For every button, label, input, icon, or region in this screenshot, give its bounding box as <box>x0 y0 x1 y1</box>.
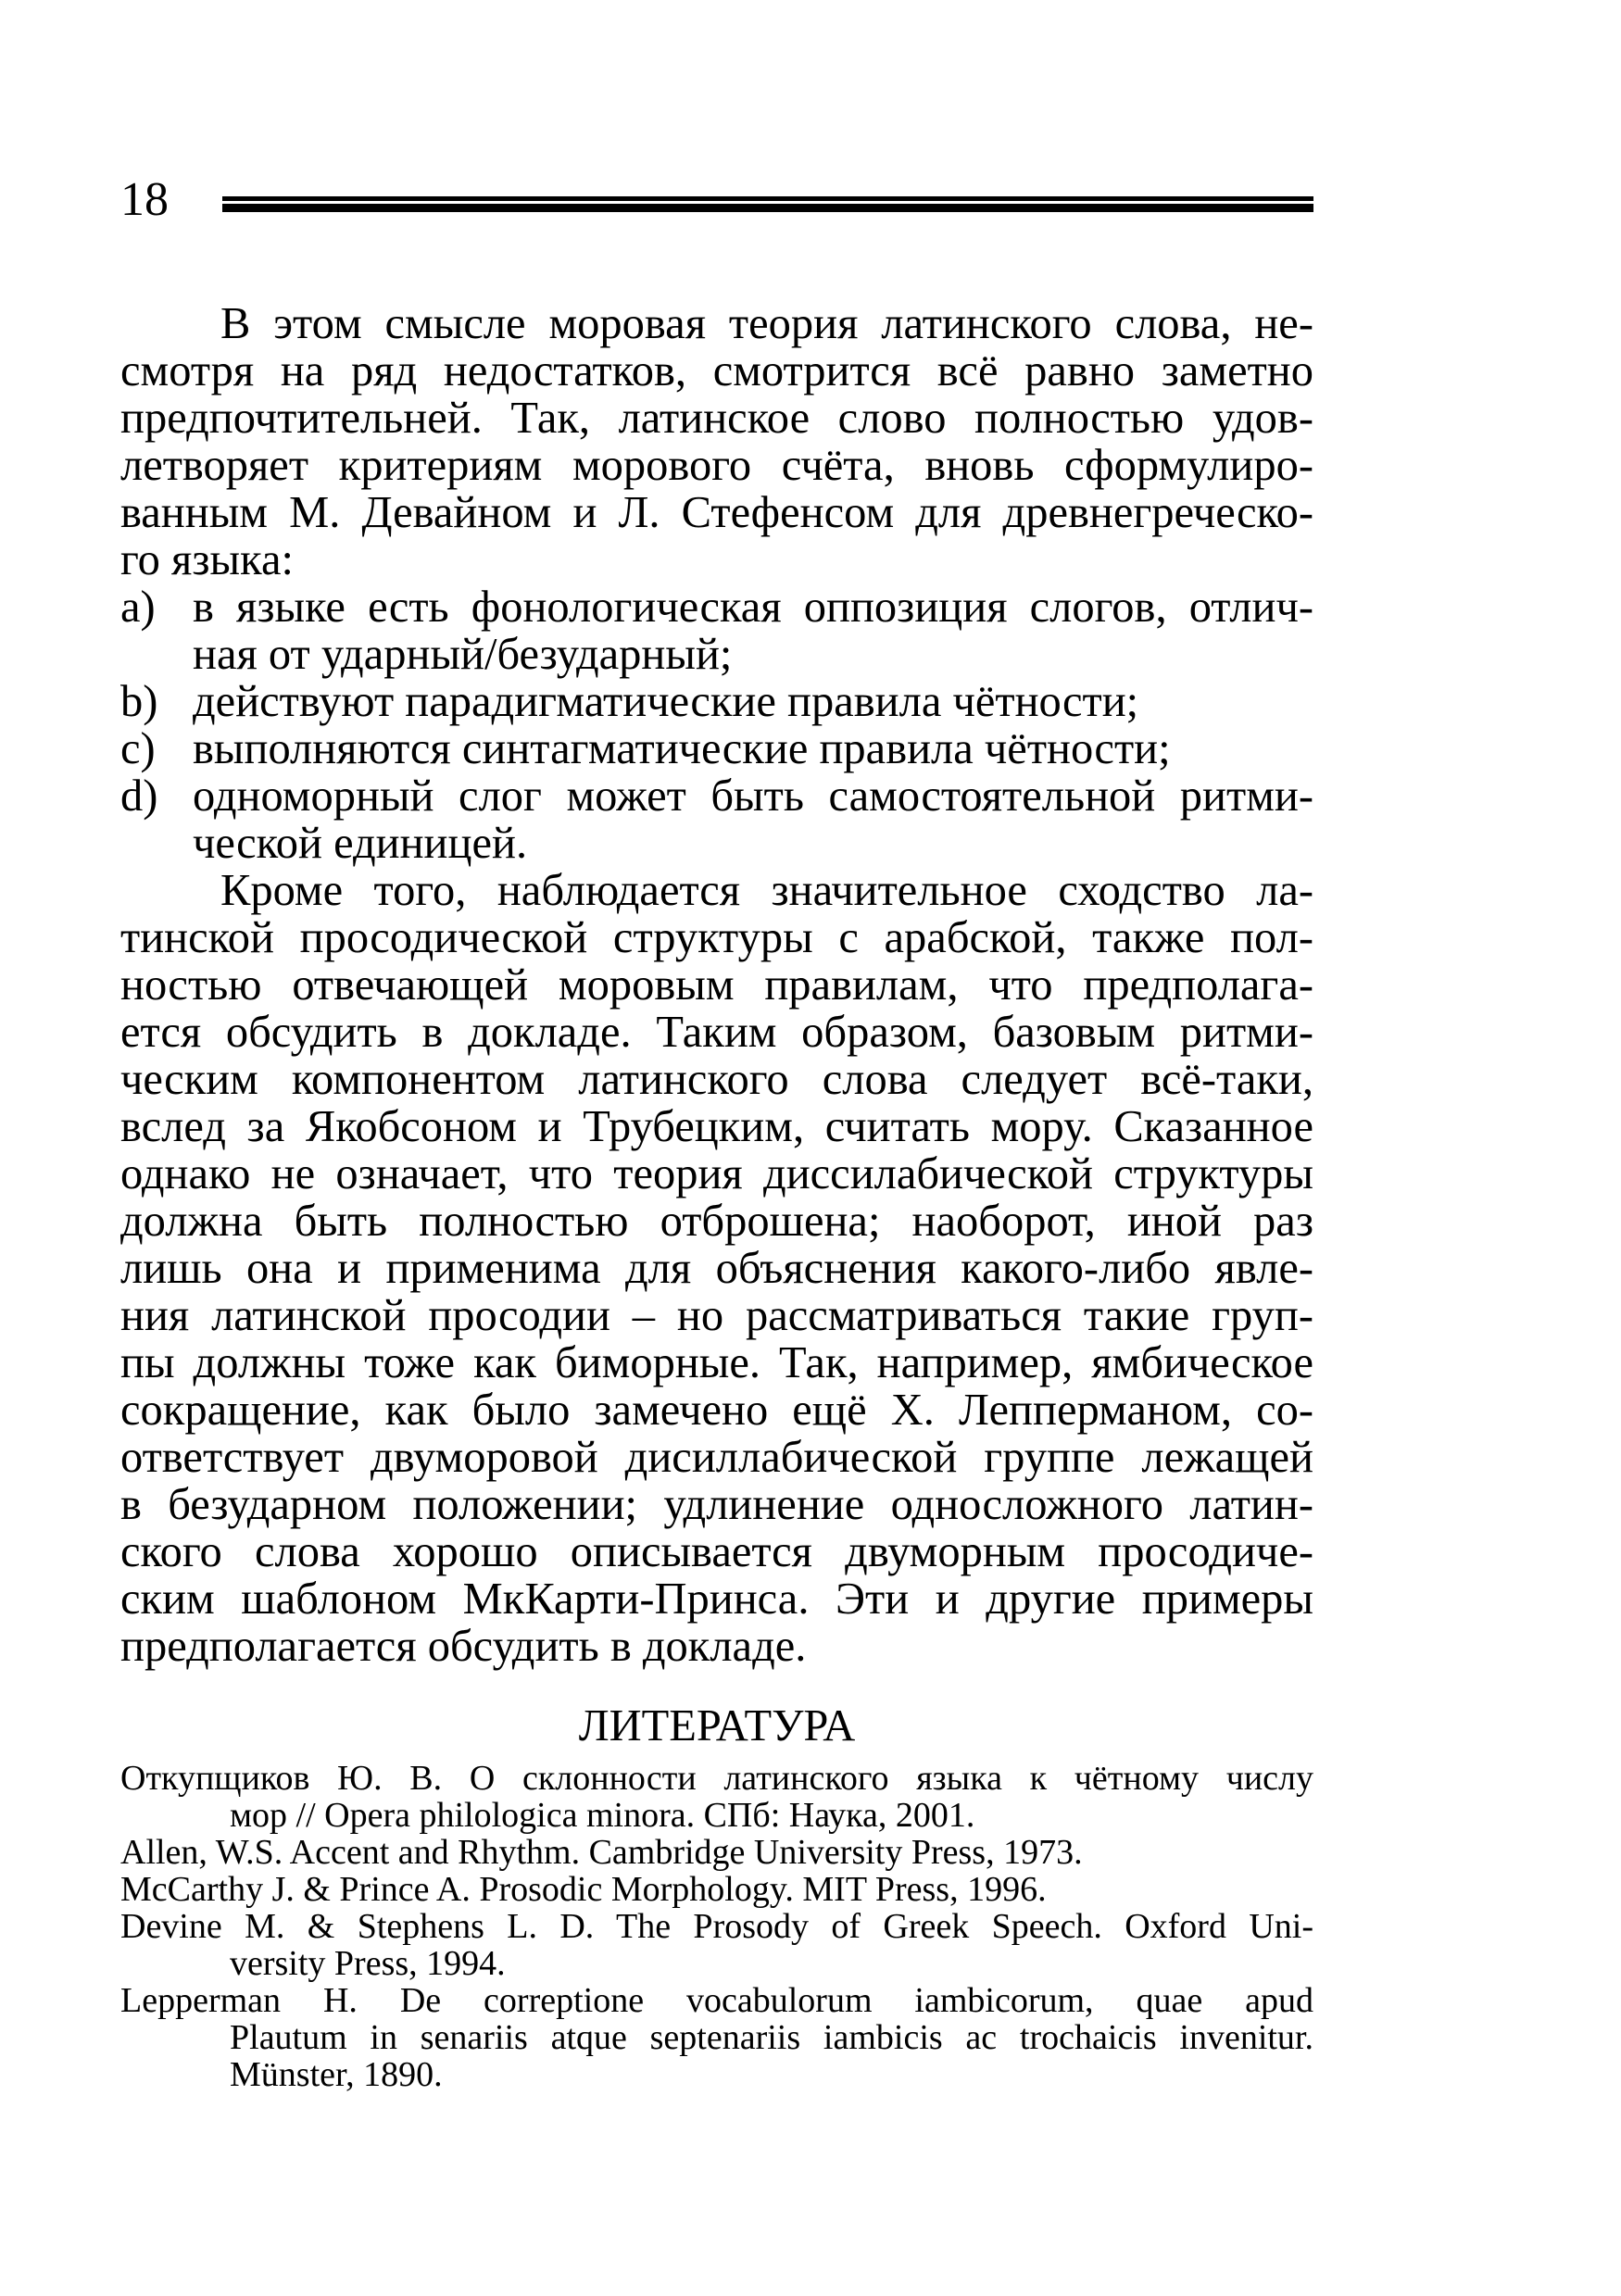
list-marker: b) <box>120 677 158 726</box>
reference-item <box>120 1760 1313 1834</box>
paragraph-line: ния латинской просодии – но рассматриваться такие груп- <box>120 1291 1313 1340</box>
paragraph-line: ского слова хорошо описывается двуморным просодиче- <box>120 1527 1313 1576</box>
header-rule-thin <box>222 196 1313 201</box>
reference-line: Откупщиков Ю. В. О склонности латинского языка к чётному числу <box>120 1759 1313 1798</box>
reference-line: Lepperman H. De correptione vocabulorum iambicorum, quae apud <box>120 1981 1313 2020</box>
paragraph-line: ванным М. Девайном и Л. Стефенсом для древнегреческо- <box>120 488 1313 537</box>
paragraph-line: Кроме того, наблюдается значительное сходство ла- <box>220 866 1313 915</box>
list-item <box>120 583 1313 678</box>
paragraph-line: предполагается обсудить в докладе. <box>120 1622 807 1671</box>
literature-heading: ЛИТЕРАТУРА <box>578 1701 856 1750</box>
list-item-line: в языке есть фонологическая оппозиция слогов, отлич- <box>193 583 1313 632</box>
paragraph-line: в безударном положении; удлинение односложного латин- <box>120 1480 1313 1529</box>
paragraph-line: должна быть полностью отброшена; наоборот, иной раз <box>120 1197 1313 1246</box>
list-item <box>120 772 1313 867</box>
reference-item <box>120 1834 1313 1871</box>
list-item-line: одноморный слог может быть самостоятельной ритми- <box>193 772 1313 821</box>
list-item <box>120 678 1313 725</box>
reference-line: versity Press, 1994. <box>230 1944 506 1983</box>
list-item-line: действуют парадигматические правила чётности; <box>193 677 1139 726</box>
list-item-line: ная от ударный/безударный; <box>193 630 733 679</box>
paragraph-line: ческим компонентом латинского слова следует всё-таки, <box>120 1055 1313 1104</box>
reference-list <box>120 1760 1313 2093</box>
page-number: 18 <box>120 173 169 226</box>
list-marker: d) <box>120 772 158 821</box>
paragraph-line: ответствует двуморовой дисиллабической группе лежащей <box>120 1433 1313 1482</box>
paragraph-line: сокращение, как было замечено ещё Х. Лепперманом, со- <box>120 1386 1313 1435</box>
reference-item <box>120 1982 1313 2093</box>
reference-line: Plautum in senariis atque septenariis iambicis ac trochaicis invenitur. <box>230 2018 1313 2057</box>
paragraph-line: однако не означает, что теория диссилабической структуры <box>120 1149 1313 1198</box>
paragraph-line: лишь она и применима для объяснения какого-либо явле- <box>120 1244 1313 1293</box>
list-item <box>120 725 1313 772</box>
reference-item <box>120 1908 1313 1982</box>
reference-line: McCarthy J. & Prince A. Prosodic Morphology. MIT Press, 1996. <box>120 1870 1047 1909</box>
paragraph-2 <box>120 867 1313 1670</box>
paragraph-line: предпочтительней. Так, латинское слово полностью удов- <box>120 394 1313 443</box>
list-marker: а) <box>120 583 156 632</box>
reference-line: мор // Opera philologica minora. СПб: Наука, 2001. <box>230 1796 975 1835</box>
reference-item <box>120 1871 1313 1908</box>
paragraph-line: го языка: <box>120 535 294 584</box>
reference-line: Allen, W.S. Accent and Rhythm. Cambridge University Press, 1973. <box>120 1833 1083 1872</box>
paragraph-line: вслед за Якобсоном и Трубецким, считать мору. Сказанное <box>120 1102 1313 1151</box>
paragraph-line: пы должны тоже как биморные. Так, например, ямбическое <box>120 1338 1313 1387</box>
list-marker: c) <box>120 724 156 773</box>
paragraph-line: смотря на ряд недостатков, смотрится всё равно заметно <box>120 346 1313 395</box>
list-item-line: выполняются синтагматические правила чётности; <box>193 724 1171 773</box>
header-rule <box>222 196 1313 212</box>
paragraph-line: ется обсудить в докладе. Таким образом, базовым ритми- <box>120 1008 1313 1057</box>
paragraph-1 <box>120 300 1313 583</box>
paragraph-line: тинской просодической структуры с арабской, также пол- <box>120 913 1313 962</box>
paragraph-line: летворяет критериям морового счёта, вновь сформулиро- <box>120 441 1313 490</box>
body-text <box>120 300 1313 1670</box>
list-item-line: ческой единицей. <box>193 819 528 868</box>
reference-line: Münster, 1890. <box>230 2055 443 2094</box>
page-header <box>120 172 1313 228</box>
header-rule-thick <box>222 204 1313 212</box>
reference-line: Devine M. & Stephens L. D. The Prosody of Greek Speech. Oxford Uni- <box>120 1907 1313 1946</box>
paragraph-line: В этом смысле моровая теория латинского слова, не- <box>220 299 1313 348</box>
paragraph-line: ским шаблоном МкКарти-Принса. Эти и другие примеры <box>120 1575 1313 1624</box>
criteria-list <box>120 583 1313 867</box>
paragraph-line: ностью отвечающей моровым правилам, что предполага- <box>120 960 1313 1010</box>
